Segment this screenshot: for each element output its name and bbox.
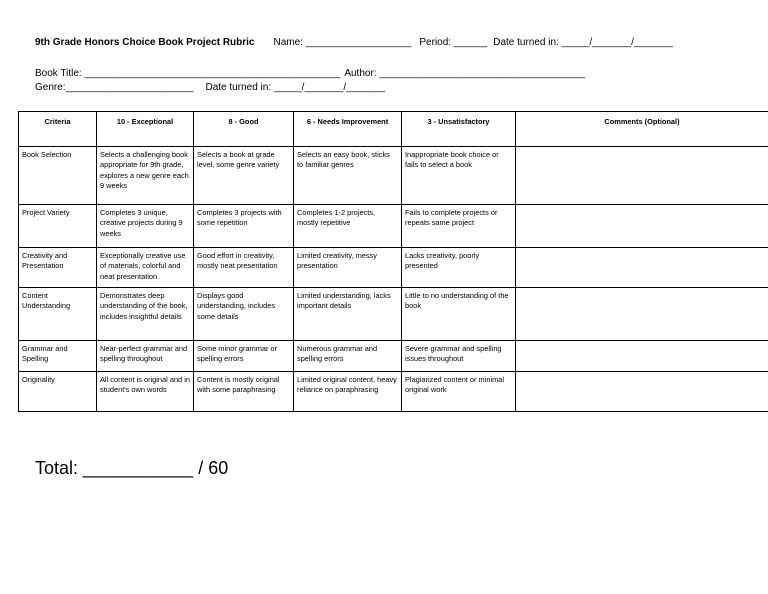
page-title: 9th Grade Honors Choice Book Project Rubric bbox=[35, 37, 255, 48]
exceptional-cell: Exceptionally creative use of materials, colorful and neat presentation bbox=[97, 248, 194, 288]
needs-improvement-cell: Limited understanding, lacks important details bbox=[294, 288, 402, 341]
rubric-table bbox=[18, 111, 768, 412]
exceptional-cell: Completes 3 unique, creative projects during 9 weeks bbox=[97, 205, 194, 248]
header-line-1 bbox=[35, 37, 673, 49]
table-row bbox=[19, 205, 768, 248]
table-row bbox=[19, 248, 768, 288]
good-cell: Content is mostly original with some paraphrasing bbox=[194, 372, 294, 412]
total-label: Total: bbox=[35, 458, 79, 478]
criteria-cell: Project Variety bbox=[19, 205, 97, 248]
comments-cell[interactable] bbox=[516, 248, 768, 288]
unsatisfactory-cell: Severe grammar and spelling issues throughout bbox=[402, 341, 516, 372]
column-header-criteria: Criteria bbox=[19, 112, 97, 147]
book-title-field[interactable]: Book Title: ______________________________________________ bbox=[35, 68, 341, 79]
table-header-row bbox=[19, 112, 768, 147]
column-header-good: 8 - Good bbox=[194, 112, 294, 147]
needs-improvement-cell: Completes 1-2 projects, mostly repetitive bbox=[294, 205, 402, 248]
header-line-3 bbox=[35, 82, 385, 94]
table-row bbox=[19, 341, 768, 372]
total-score bbox=[35, 457, 228, 479]
comments-cell[interactable] bbox=[516, 341, 768, 372]
header-line-2 bbox=[35, 68, 585, 80]
column-header-comments: Comments (Optional) bbox=[516, 112, 768, 147]
date-turned-in-field-bottom[interactable]: Date turned in: _____/_______/_______ bbox=[205, 82, 386, 93]
column-header-exceptional: 10 - Exceptional bbox=[97, 112, 194, 147]
table-row bbox=[19, 147, 768, 205]
table-row bbox=[19, 288, 768, 341]
needs-improvement-cell: Limited creativity, messy presentation bbox=[294, 248, 402, 288]
exceptional-cell: Demonstrates deep understanding of the book, includes insightful details bbox=[97, 288, 194, 341]
good-cell: Selects a book at grade level, some genre variety bbox=[194, 147, 294, 205]
genre-field[interactable]: Genre:_______________________ bbox=[35, 82, 194, 93]
column-header-unsatisfactory: 3 - Unsatisfactory bbox=[402, 112, 516, 147]
exceptional-cell: Near-perfect grammar and spelling throughout bbox=[97, 341, 194, 372]
criteria-cell: Book Selection bbox=[19, 147, 97, 205]
comments-cell[interactable] bbox=[516, 288, 768, 341]
unsatisfactory-cell: Plagiarized content or minimal original work bbox=[402, 372, 516, 412]
needs-improvement-cell: Limited original content, heavy reliance on paraphrasing bbox=[294, 372, 402, 412]
criteria-cell: Grammar and Spelling bbox=[19, 341, 97, 372]
table-row bbox=[19, 372, 768, 412]
good-cell: Some minor grammar or spelling errors bbox=[194, 341, 294, 372]
exceptional-cell: Selects a challenging book appropriate for 9th grade, explores a new genre each 9 weeks bbox=[97, 147, 194, 205]
author-field[interactable]: Author: _____________________________________ bbox=[344, 68, 586, 79]
unsatisfactory-cell: Lacks creativity, poorly presented bbox=[402, 248, 516, 288]
comments-cell[interactable] bbox=[516, 147, 768, 205]
total-blank[interactable]: ___________ bbox=[83, 458, 194, 478]
name-field[interactable]: Name: ___________________ bbox=[273, 37, 412, 48]
criteria-cell: Creativity and Presentation bbox=[19, 248, 97, 288]
needs-improvement-cell: Selects an easy book, sticks to familiar genres bbox=[294, 147, 402, 205]
criteria-cell: Originality bbox=[19, 372, 97, 412]
total-max: / 60 bbox=[198, 458, 229, 478]
comments-cell[interactable] bbox=[516, 372, 768, 412]
good-cell: Good effort in creativity, mostly neat presentation bbox=[194, 248, 294, 288]
good-cell: Completes 3 projects with some repetition bbox=[194, 205, 294, 248]
good-cell: Displays good understanding, includes some details bbox=[194, 288, 294, 341]
unsatisfactory-cell: Little to no understanding of the book bbox=[402, 288, 516, 341]
column-header-needs-improvement: 6 - Needs Improvement bbox=[294, 112, 402, 147]
needs-improvement-cell: Numerous grammar and spelling errors bbox=[294, 341, 402, 372]
exceptional-cell: All content is original and in student's own words bbox=[97, 372, 194, 412]
unsatisfactory-cell: Fails to complete projects or repeats same project bbox=[402, 205, 516, 248]
comments-cell[interactable] bbox=[516, 205, 768, 248]
criteria-cell: Content Understanding bbox=[19, 288, 97, 341]
period-field[interactable]: Period: ______ bbox=[419, 37, 488, 48]
unsatisfactory-cell: Inappropriate book choice or fails to select a book bbox=[402, 147, 516, 205]
date-turned-in-field-top[interactable]: Date turned in: _____/_______/_______ bbox=[493, 37, 673, 48]
